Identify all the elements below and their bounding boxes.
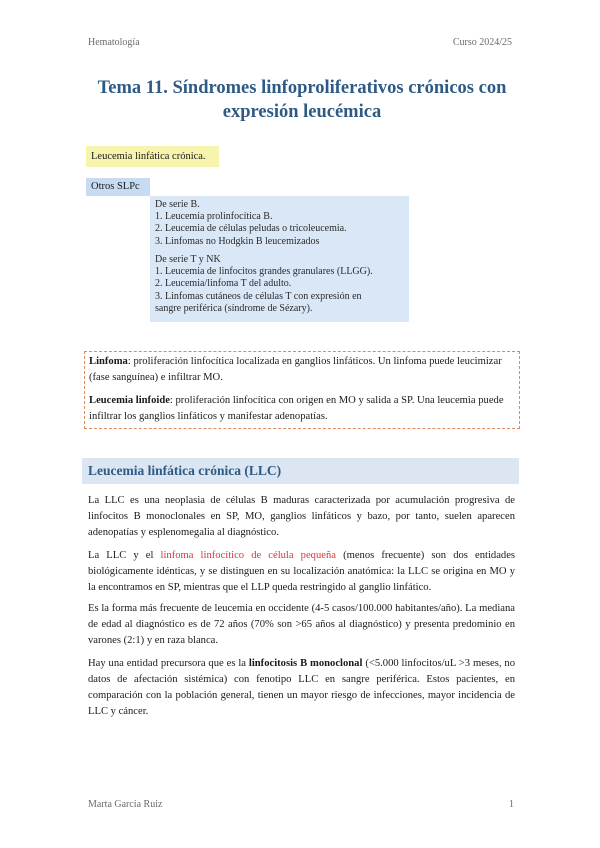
header-course-year: Curso 2024/25 xyxy=(452,37,512,48)
footer-author: Marta García Ruiz xyxy=(88,799,163,810)
paragraph-definition: La LLC es una neoplasia de células B maduras caracterizada por acumulación progresiva de linfocitos B monoclonales en SP, MO, ganglios linfáticos y bazo, por tanto, suelen aparecen adenopatías y esplenomegalia al diagnóstico. xyxy=(88,495,515,538)
leukemia-text: : proliferación linfocítica con origen en MO y salida a SP. Una leucemia puede infiltrar los ganglios linfáticos y manifestar adenopatías. xyxy=(89,395,504,422)
llc-highlight xyxy=(86,146,219,167)
section-heading xyxy=(82,458,519,484)
mbl-term: linfocitosis B monoclonal xyxy=(248,658,363,669)
llc-highlight-label: Leucemia linfática crónica. xyxy=(91,151,206,162)
leukemia-term: Leucemia linfoide xyxy=(89,395,170,406)
b-series-title: De serie B. xyxy=(155,199,200,210)
other-slpc-label: Otros SLPc xyxy=(91,181,140,192)
lymphoma-term: Linfoma xyxy=(89,356,128,367)
definitions-box xyxy=(84,351,520,429)
page-title: Tema 11. Síndromes linfoproliferativos crónicos con expresión leucémica xyxy=(97,78,507,122)
b-series-group xyxy=(155,199,347,248)
classification-diagram xyxy=(86,146,409,322)
leukemia-definition xyxy=(85,393,519,425)
section-title: Leucemia linfática crónica (LLC) xyxy=(88,463,282,478)
paragraph-text: La LLC y el xyxy=(88,550,161,561)
paragraph-precursor xyxy=(88,656,515,720)
tnk-series-item: 3. Linfomas cutáneos de células T con expresión en xyxy=(155,290,362,302)
tnk-series-item: 1. Leucemia de linfocitos grandes granulares (LLGG). xyxy=(155,266,373,278)
page-number: 1 xyxy=(509,799,514,810)
tnk-series-item: 2. Leucemia/linfoma T del adulto. xyxy=(155,278,292,290)
b-series-item: 2. Leucemia de células peludas o tricoleucemia. xyxy=(155,223,347,235)
paragraph-text: (menos frecuente) son dos entidades biológicamente idénticas, y se distinguen en su localización anatómica: la LLC se origina en MO y la encontramos en SP, mientras que el LLP queda restringido al ganglio linfático. xyxy=(88,550,516,593)
paragraph-text: Hay una entidad precursora que es la xyxy=(88,658,249,669)
paragraph-llp xyxy=(88,548,515,596)
lymphoma-text: : proliferación linfocítica localizada en ganglios linfáticos. Un linfoma puede leucimizar (fase sanguínea) e infiltrar MO. xyxy=(89,356,502,383)
other-slpc-list xyxy=(150,196,409,322)
lymphoma-definition xyxy=(85,354,519,386)
tnk-series-group xyxy=(155,254,373,315)
llp-term: linfoma linfocítico de célula pequeña xyxy=(160,550,336,561)
header-course-subject: Hematología xyxy=(88,37,140,48)
tnk-series-item: sangre periférica (síndrome de Sézary). xyxy=(155,302,313,314)
other-slpc-tag xyxy=(86,178,150,196)
b-series-item: 3. Linfomas no Hodgkin B leucemizados xyxy=(155,235,320,247)
paragraph-text: (<5.000 linfocitos/uL >3 meses, no datos de afectación sistémica) con fenotipo LLC en sangre periférica. Estos pacientes, en comparación con la población general, tienen un mayor riesgo de infecciones, mayor incidencia de LLC y cáncer. xyxy=(88,658,515,717)
tnk-series-title: De serie T y NK xyxy=(155,254,221,265)
paragraph-epidemiology: Es la forma más frecuente de leucemia en occidente (4-5 casos/100.000 habitantes/año). La mediana de edad al diagnóstico es de 72 años (70% son >65 años al diagnóstico) y presenta predominio en varones (2:1) y en raza blanca. xyxy=(88,603,515,646)
b-series-item: 1. Leucemia prolinfocítica B. xyxy=(155,211,273,223)
